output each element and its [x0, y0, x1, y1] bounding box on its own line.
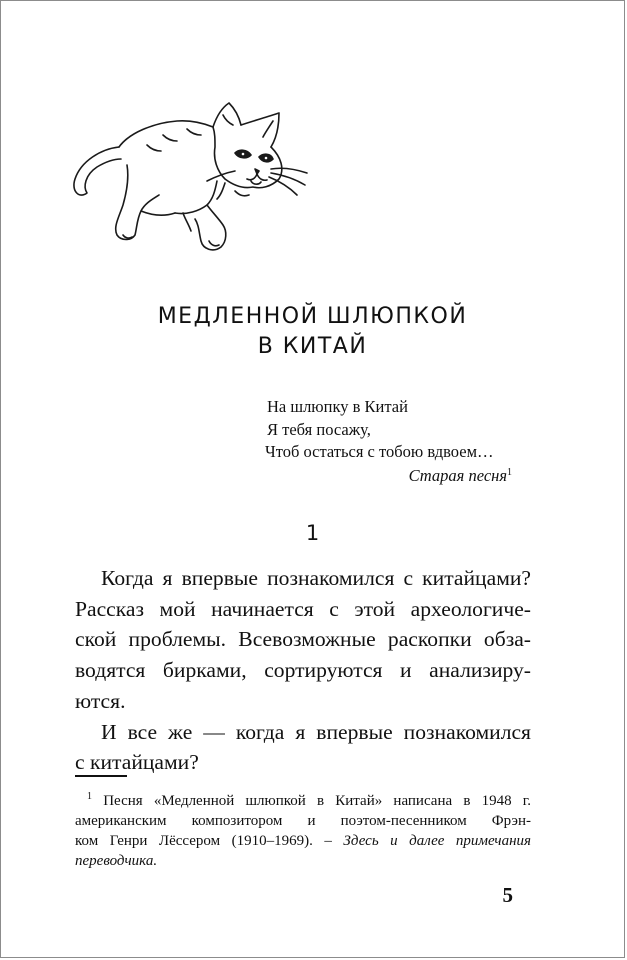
section-number: 1 [305, 521, 320, 545]
footnote-text: ком Генри Лёссером (1910–1969). – [75, 833, 332, 849]
chapter-title-line-2: В КИТАЙ [257, 334, 368, 359]
text-line: Когда я впервые познакомился с китайцами? [101, 566, 531, 590]
epigraph [267, 396, 494, 464]
text-line: ются. [75, 688, 126, 713]
footnote-note-italic: Здесь и далее примечания [343, 833, 532, 849]
epigraph-line: Я тебя посажу, [267, 419, 371, 439]
text-line: водятся бирками, сортируются и анализиру- [75, 658, 531, 683]
kitten-illustration [67, 95, 315, 275]
text-line: ской проблемы. Всевозможные раскопки обза- [75, 627, 531, 652]
footnote-reference: 1 [507, 467, 512, 478]
footnote-line [75, 851, 531, 871]
footnote-line [75, 787, 531, 811]
footnote-line: американским композитором и поэтом-песенником Фрэн- [75, 813, 531, 829]
chapter-title [1, 302, 624, 362]
text-line: с китайцами? [75, 750, 199, 775]
page-number: 5 [502, 883, 513, 907]
paragraph [75, 563, 531, 717]
epigraph-line: Чтоб остаться с тобою вдвоем… [265, 442, 494, 461]
paragraph [75, 717, 531, 778]
body-text [75, 563, 531, 778]
footnote-note-italic: переводчика. [75, 853, 158, 869]
text-line: Рассказ мой начинается с этой археологиче- [75, 596, 531, 621]
epigraph-source-text: Старая песня [408, 466, 507, 485]
text-line: И все же — когда я впервые познакомился [101, 719, 531, 744]
footnote-line [75, 831, 531, 851]
footnote-separator [75, 775, 127, 777]
footnote-mark: 1 [87, 791, 92, 802]
footnote-text: Песня «Медленной шлюпкой в Китай» написана в 1948 г. [103, 793, 532, 809]
footnote [75, 787, 531, 871]
epigraph-source [409, 466, 512, 486]
epigraph-line: На шлюпку в Китай [267, 397, 408, 416]
chapter-title-line-1: МЕДЛЕННОЙ ШЛЮПКОЙ [157, 304, 468, 329]
